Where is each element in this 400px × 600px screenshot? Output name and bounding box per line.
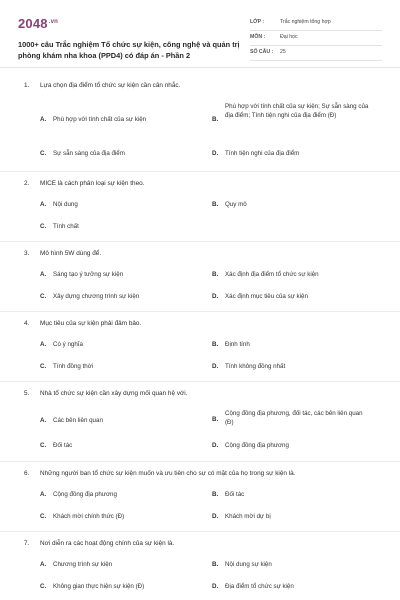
question-number: 7. bbox=[24, 540, 30, 547]
option-text: Đối tác bbox=[225, 491, 245, 498]
option-letter: D. bbox=[212, 293, 219, 300]
option-text: Khách mời chính thức (Đ) bbox=[53, 513, 125, 520]
question-7 bbox=[0, 532, 400, 600]
document-meta bbox=[250, 16, 382, 61]
option-letter: C. bbox=[40, 513, 47, 520]
question-number: 5. bbox=[24, 390, 30, 397]
question-1 bbox=[0, 72, 400, 172]
option-text: Phù hợp với tính chất của sự kiện bbox=[53, 116, 147, 123]
question-2 bbox=[0, 172, 400, 242]
option-text: Nội dung sự kiện bbox=[225, 561, 272, 568]
option-text: Cộng đồng địa phương bbox=[225, 442, 289, 449]
question-stem: MICE là cách phân loại sự kiện theo. bbox=[40, 180, 145, 187]
question-text bbox=[24, 539, 174, 548]
option-text: Tính đồng thời bbox=[53, 363, 94, 370]
question-4 bbox=[0, 312, 400, 382]
question-text bbox=[24, 319, 141, 328]
question-list bbox=[0, 72, 400, 600]
option-letter: B. bbox=[212, 491, 219, 498]
option-letter: A. bbox=[40, 341, 47, 348]
option-text: Tính không đồng nhất bbox=[225, 363, 286, 370]
option-letter: C. bbox=[40, 150, 47, 157]
option-letter: D. bbox=[212, 513, 219, 520]
meta-row-subject bbox=[250, 31, 382, 46]
option-letter: A. bbox=[40, 417, 47, 424]
question-text bbox=[24, 389, 187, 398]
option-text: Sự sẵn sàng của địa điểm bbox=[53, 150, 125, 157]
question-text bbox=[24, 469, 295, 478]
option-letter: A. bbox=[40, 491, 47, 498]
option-letter: D. bbox=[212, 150, 219, 157]
option-letter: A. bbox=[40, 116, 47, 123]
option-letter: B. bbox=[212, 416, 219, 423]
meta-row-class bbox=[250, 16, 382, 31]
option-text: Cộng đồng địa phương bbox=[53, 491, 117, 498]
option-text: Phù hợp với tính chất của sự kiện; Sự sẵn sàng của địa điểm; Tính tiện nghi của địa điểm (Đ) bbox=[225, 103, 369, 119]
option-text: Tính chất bbox=[53, 223, 79, 230]
question-number: 4. bbox=[24, 320, 30, 327]
question-3 bbox=[0, 242, 400, 312]
question-number: 2. bbox=[24, 180, 30, 187]
question-6 bbox=[0, 462, 400, 532]
question-stem: Nơi diễn ra các hoạt động chính của sự kiện là. bbox=[40, 540, 175, 547]
option-letter: B. bbox=[212, 271, 219, 278]
document-header bbox=[18, 16, 382, 60]
question-stem: Mô hình 5W dùng để. bbox=[40, 250, 102, 257]
option-letter: C. bbox=[40, 293, 47, 300]
meta-key: LỚP : bbox=[250, 19, 265, 25]
logo-suffix: .vn bbox=[48, 18, 59, 25]
question-stem: Những người ban tổ chức sự kiện muốn và ưu tiên cho sự có mặt của họ trong sự kiện là. bbox=[40, 470, 296, 477]
question-5 bbox=[0, 382, 400, 462]
question-stem: Mục tiêu của sự kiện phải đảm bảo. bbox=[40, 320, 142, 327]
question-stem: Nhà tổ chức sự kiện cần xây dựng mối quan hệ với. bbox=[40, 390, 188, 397]
question-number: 6. bbox=[24, 470, 30, 477]
option-text: Xây dựng chương trình sự kiện bbox=[53, 293, 140, 300]
question-text bbox=[24, 81, 180, 90]
question-number: 3. bbox=[24, 250, 30, 257]
meta-value: Trắc nghiệm tổng hợp bbox=[280, 19, 331, 25]
meta-key: SỐ CÂU : bbox=[250, 49, 274, 55]
option-letter: A. bbox=[40, 201, 47, 208]
option-text: Địa điểm tổ chức sự kiện bbox=[225, 583, 294, 590]
meta-key: MÔN : bbox=[250, 34, 266, 40]
option-text: Nội dung bbox=[53, 201, 78, 208]
option-text: Xác định mục tiêu của sự kiện bbox=[225, 293, 308, 300]
option-letter: D. bbox=[212, 583, 219, 590]
header-divider bbox=[0, 67, 400, 68]
option-letter: B. bbox=[212, 561, 219, 568]
option-text: Các bên liên quan bbox=[53, 417, 103, 424]
option-letter: C. bbox=[40, 442, 47, 449]
document-title: 1000+ câu Trắc nghiệm Tổ chức sự kiện, công nghệ và quản trị phòng khám nha khoa (PPD4) có đáp án - Phần 2 bbox=[18, 40, 240, 60]
meta-value: Đại học bbox=[280, 34, 298, 40]
option-text: Xác định địa điểm tổ chức sự kiện bbox=[225, 271, 319, 278]
option-letter: A. bbox=[40, 271, 47, 278]
question-text bbox=[24, 249, 101, 258]
option-letter: D. bbox=[212, 442, 219, 449]
site-logo[interactable] bbox=[18, 16, 58, 31]
option-text: Quy mô bbox=[225, 201, 247, 208]
meta-value: 25 bbox=[280, 49, 286, 55]
option-letter: A. bbox=[40, 561, 47, 568]
question-text bbox=[24, 179, 144, 188]
question-number: 1. bbox=[24, 82, 30, 89]
option-text: Khách mời dự bị bbox=[225, 513, 271, 520]
option-text: Định tính bbox=[225, 341, 250, 348]
option-letter: D. bbox=[212, 363, 219, 370]
option-text: Cộng đồng địa phương, đối tác, các bên liên quan (Đ) bbox=[225, 410, 363, 426]
option-text: Sáng tạo ý tưởng sự kiện bbox=[53, 271, 124, 278]
option-text: Chương trình sự kiện bbox=[53, 561, 113, 568]
option-letter: C. bbox=[40, 223, 47, 230]
option-letter: B. bbox=[212, 341, 219, 348]
logo-text: 2048 bbox=[18, 16, 48, 31]
option-letter: B. bbox=[212, 201, 219, 208]
option-text: Không gian thực hiện sự kiện (Đ) bbox=[53, 583, 145, 590]
option-text: Đối tác bbox=[53, 442, 73, 449]
option-letter: C. bbox=[40, 583, 47, 590]
meta-row-count bbox=[250, 46, 382, 61]
option-text: Tính tiện nghi của địa điểm bbox=[225, 150, 300, 157]
option-letter: B. bbox=[212, 116, 219, 123]
question-stem: Lựa chọn địa điểm tổ chức sự kiện cần cân nhắc. bbox=[40, 82, 181, 89]
option-text: Có ý nghĩa bbox=[53, 341, 83, 348]
option-letter: C. bbox=[40, 363, 47, 370]
